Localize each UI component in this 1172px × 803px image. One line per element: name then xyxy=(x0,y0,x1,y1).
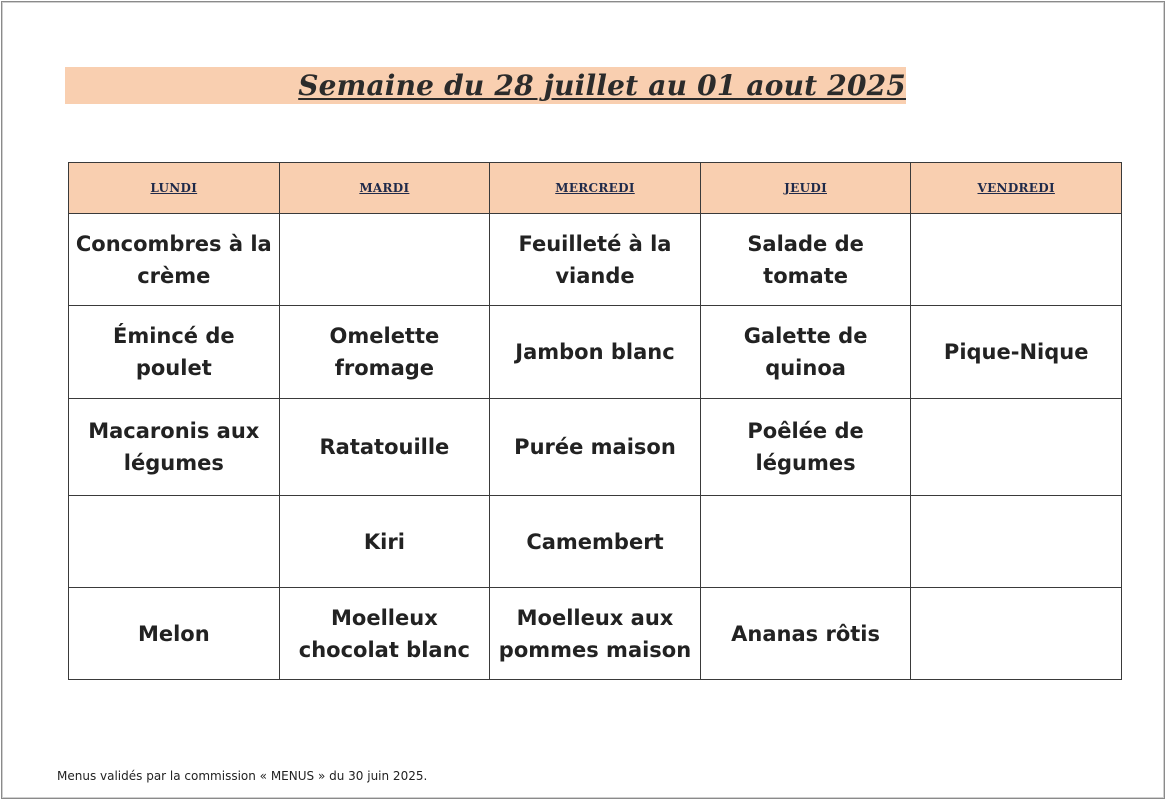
menu-cell: Moelleux aux pommes maison xyxy=(490,588,701,680)
menu-cell: Feuilleté à la viande xyxy=(490,214,701,306)
menu-row-accompagnement xyxy=(69,399,1122,496)
menu-cell xyxy=(911,399,1122,496)
menu-cell xyxy=(69,496,280,588)
menu-row-dessert xyxy=(69,588,1122,680)
menu-cell: Jambon blanc xyxy=(490,306,701,399)
menu-cell: Ananas rôtis xyxy=(700,588,911,680)
menu-cell xyxy=(279,214,490,306)
menu-cell xyxy=(911,588,1122,680)
title-banner xyxy=(65,67,906,104)
menu-row-entree xyxy=(69,214,1122,306)
menu-cell xyxy=(700,496,911,588)
menu-cell: Ratatouille xyxy=(279,399,490,496)
menu-cell: Melon xyxy=(69,588,280,680)
menu-cell: Galette de quinoa xyxy=(700,306,911,399)
day-header-lundi: LUNDI xyxy=(69,163,280,214)
menu-row-fromage xyxy=(69,496,1122,588)
menu-cell xyxy=(911,214,1122,306)
day-header-vendredi: VENDREDI xyxy=(911,163,1122,214)
menu-cell: Émincé de poulet xyxy=(69,306,280,399)
menu-cell xyxy=(911,496,1122,588)
day-header-mardi: MARDI xyxy=(279,163,490,214)
menu-cell: Pique-Nique xyxy=(911,306,1122,399)
menu-row-plat xyxy=(69,306,1122,399)
validation-note: Menus validés par la commission « MENUS » du 30 juin 2025. xyxy=(57,769,428,783)
menu-cell: Omelette fromage xyxy=(279,306,490,399)
menu-cell: Moelleux chocolat blanc xyxy=(279,588,490,680)
day-header-mercredi: MERCREDI xyxy=(490,163,701,214)
menu-cell: Macaronis aux légumes xyxy=(69,399,280,496)
day-header-jeudi: JEUDI xyxy=(700,163,911,214)
menu-cell: Kiri xyxy=(279,496,490,588)
menu-cell: Camembert xyxy=(490,496,701,588)
menu-cell: Poêlée de légumes xyxy=(700,399,911,496)
menu-cell: Purée maison xyxy=(490,399,701,496)
day-header-row xyxy=(69,163,1122,214)
weekly-menu-table xyxy=(68,162,1122,680)
menu-cell: Salade de tomate xyxy=(700,214,911,306)
page-title: Semaine du 28 juillet au 01 aout 2025 xyxy=(298,69,906,102)
menu-cell: Concombres à la crème xyxy=(69,214,280,306)
